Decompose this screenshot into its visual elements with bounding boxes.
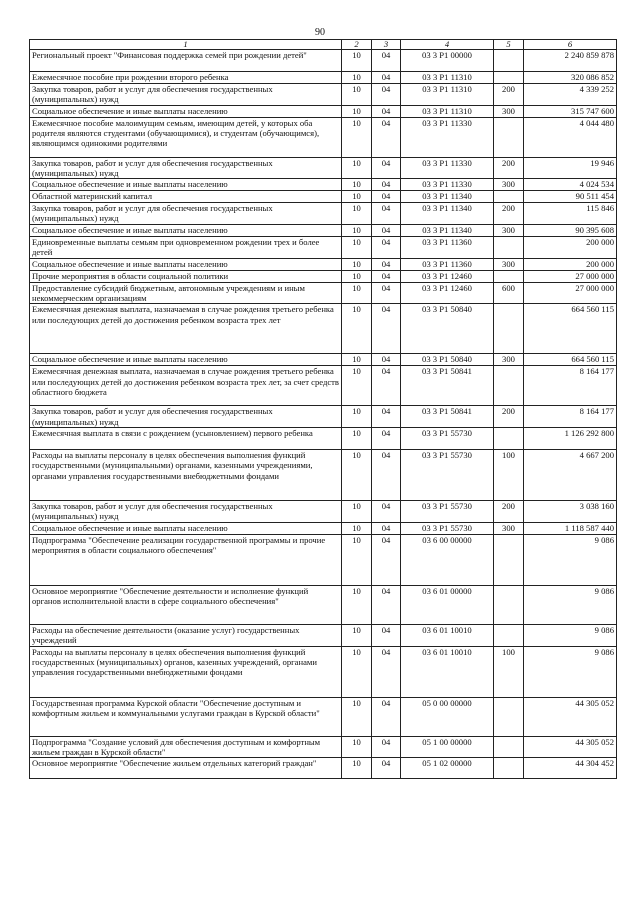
cell-amount: 90 511 454 — [524, 191, 617, 203]
cell-subsection: 04 — [372, 157, 401, 179]
cell-target-article: 03 3 P1 50841 — [401, 406, 494, 428]
cell-subsection: 04 — [372, 191, 401, 203]
table-row — [30, 236, 617, 258]
cell-target-article: 03 3 P1 55730 — [401, 500, 494, 522]
cell-name: Социальное обеспечение и иные выплаты населению — [30, 105, 342, 117]
cell-expense-type: 300 — [494, 354, 524, 366]
cell-target-article: 03 6 01 00000 — [401, 585, 494, 624]
table-row — [30, 50, 617, 72]
cell-section: 10 — [342, 50, 372, 72]
cell-name: Расходы на выплаты персоналу в целях обеспечения выполнения функций государственных (муниципальных) органов, казенных учреждений, органами управления государственными внебюджетными фондами — [30, 646, 342, 697]
cell-expense-type — [494, 72, 524, 84]
cell-amount: 9 086 — [524, 534, 617, 585]
cell-target-article: 03 3 P1 11340 — [401, 191, 494, 203]
cell-section: 10 — [342, 179, 372, 191]
cell-expense-type — [494, 191, 524, 203]
cell-section: 10 — [342, 84, 372, 106]
cell-amount: 4 339 252 — [524, 84, 617, 106]
cell-subsection: 04 — [372, 270, 401, 282]
cell-amount: 1 126 292 800 — [524, 427, 617, 449]
cell-amount: 1 118 587 440 — [524, 522, 617, 534]
cell-target-article: 03 3 P1 11310 — [401, 84, 494, 106]
cell-amount: 200 000 — [524, 258, 617, 270]
cell-target-article: 03 3 P1 12460 — [401, 282, 494, 304]
cell-section: 10 — [342, 224, 372, 236]
cell-expense-type: 100 — [494, 449, 524, 500]
cell-name: Прочие мероприятия в области социальной политики — [30, 270, 342, 282]
cell-subsection: 04 — [372, 50, 401, 72]
cell-target-article: 03 3 P1 55730 — [401, 522, 494, 534]
cell-name: Подпрограмма "Создание условий для обеспечения доступным и комфортным жильем граждан в Курской области" — [30, 736, 342, 758]
cell-amount: 664 560 115 — [524, 304, 617, 354]
cell-subsection: 04 — [372, 736, 401, 758]
cell-subsection: 04 — [372, 117, 401, 157]
table-row — [30, 758, 617, 779]
cell-subsection: 04 — [372, 366, 401, 406]
cell-subsection: 04 — [372, 406, 401, 428]
table-row — [30, 84, 617, 106]
cell-target-article: 05 0 00 00000 — [401, 697, 494, 736]
header-col-5: 5 — [494, 40, 524, 50]
table-row — [30, 500, 617, 522]
table-row — [30, 354, 617, 366]
cell-target-article: 03 3 P1 11340 — [401, 224, 494, 236]
cell-target-article: 05 1 00 00000 — [401, 736, 494, 758]
table-row — [30, 224, 617, 236]
cell-expense-type: 200 — [494, 406, 524, 428]
cell-expense-type: 200 — [494, 84, 524, 106]
table-row — [30, 304, 617, 354]
cell-name: Расходы на обеспечение деятельности (оказание услуг) государственных учреждений — [30, 624, 342, 646]
cell-expense-type — [494, 270, 524, 282]
cell-section: 10 — [342, 500, 372, 522]
cell-name: Закупка товаров, работ и услуг для обеспечения государственных (муниципальных) нужд — [30, 203, 342, 225]
table-row — [30, 282, 617, 304]
cell-amount: 320 086 852 — [524, 72, 617, 84]
cell-subsection: 04 — [372, 449, 401, 500]
cell-name: Государственная программа Курской области "Обеспечение доступным и комфортным жильем и коммунальными услугами граждан в Курской области" — [30, 697, 342, 736]
table-row — [30, 258, 617, 270]
cell-name: Закупка товаров, работ и услуг для обеспечения государственных (муниципальных) нужд — [30, 157, 342, 179]
cell-target-article: 03 3 P1 55730 — [401, 449, 494, 500]
cell-name: Подпрограмма "Обеспечение реализации государственной программы и прочие мероприятия в области социального обеспечения" — [30, 534, 342, 585]
cell-subsection: 04 — [372, 585, 401, 624]
cell-subsection: 04 — [372, 624, 401, 646]
table-row — [30, 449, 617, 500]
cell-name: Закупка товаров, работ и услуг для обеспечения государственных (муниципальных) нужд — [30, 500, 342, 522]
cell-amount: 115 846 — [524, 203, 617, 225]
header-col-2: 2 — [342, 40, 372, 50]
cell-expense-type: 300 — [494, 224, 524, 236]
cell-expense-type: 200 — [494, 203, 524, 225]
cell-subsection: 04 — [372, 258, 401, 270]
table-body — [30, 50, 617, 779]
cell-subsection: 04 — [372, 304, 401, 354]
cell-amount: 200 000 — [524, 236, 617, 258]
cell-expense-type: 200 — [494, 157, 524, 179]
table-row — [30, 179, 617, 191]
cell-section: 10 — [342, 282, 372, 304]
cell-name: Региональный проект "Финансовая поддержка семей при рождении детей" — [30, 50, 342, 72]
cell-amount: 4 667 200 — [524, 449, 617, 500]
cell-amount: 19 946 — [524, 157, 617, 179]
cell-subsection: 04 — [372, 203, 401, 225]
cell-expense-type — [494, 758, 524, 779]
cell-name: Ежемесячная денежная выплата, назначаемая в случае рождения третьего ребенка или последующих детей до достижения ребенком возраста трех лет — [30, 304, 342, 354]
cell-target-article: 03 3 P1 11310 — [401, 105, 494, 117]
table-row — [30, 72, 617, 84]
header-col-4: 4 — [401, 40, 494, 50]
cell-name: Социальное обеспечение и иные выплаты населению — [30, 354, 342, 366]
table-row — [30, 105, 617, 117]
cell-amount: 44 304 452 — [524, 758, 617, 779]
cell-subsection: 04 — [372, 522, 401, 534]
cell-name: Закупка товаров, работ и услуг для обеспечения государственных (муниципальных) нужд — [30, 84, 342, 106]
cell-section: 10 — [342, 354, 372, 366]
cell-target-article: 03 6 00 00000 — [401, 534, 494, 585]
cell-subsection: 04 — [372, 534, 401, 585]
cell-expense-type — [494, 304, 524, 354]
table-row — [30, 522, 617, 534]
cell-name: Социальное обеспечение и иные выплаты населению — [30, 258, 342, 270]
cell-target-article: 03 3 P1 11360 — [401, 258, 494, 270]
cell-amount: 8 164 177 — [524, 406, 617, 428]
cell-section: 10 — [342, 304, 372, 354]
cell-subsection: 04 — [372, 224, 401, 236]
cell-amount: 8 164 177 — [524, 366, 617, 406]
cell-name: Расходы на выплаты персоналу в целях обеспечения выполнения функций государственными (муниципальными) органами, казенными учреждениями, органами управления государственными внебюджетными фондами — [30, 449, 342, 500]
cell-section: 10 — [342, 366, 372, 406]
cell-amount: 4 024 534 — [524, 179, 617, 191]
cell-section: 10 — [342, 203, 372, 225]
cell-expense-type: 200 — [494, 500, 524, 522]
cell-subsection: 04 — [372, 697, 401, 736]
cell-name: Социальное обеспечение и иные выплаты населению — [30, 224, 342, 236]
cell-expense-type: 300 — [494, 522, 524, 534]
cell-target-article: 03 3 P1 11340 — [401, 203, 494, 225]
table-row — [30, 191, 617, 203]
cell-name: Предоставление субсидий бюджетным, автономным учреждениям и иным некоммерческим организациям — [30, 282, 342, 304]
cell-section: 10 — [342, 72, 372, 84]
table-row — [30, 406, 617, 428]
cell-target-article: 03 3 P1 11330 — [401, 157, 494, 179]
cell-target-article: 03 3 P1 11360 — [401, 236, 494, 258]
cell-target-article: 03 3 P1 50841 — [401, 366, 494, 406]
table-row — [30, 427, 617, 449]
cell-section: 10 — [342, 236, 372, 258]
cell-target-article: 03 3 P1 50840 — [401, 354, 494, 366]
cell-name: Ежемесячное пособие при рождении второго ребенка — [30, 72, 342, 84]
cell-section: 10 — [342, 406, 372, 428]
cell-expense-type: 300 — [494, 105, 524, 117]
cell-name: Социальное обеспечение и иные выплаты населению — [30, 179, 342, 191]
table-row — [30, 697, 617, 736]
cell-target-article: 03 6 01 10010 — [401, 646, 494, 697]
cell-section: 10 — [342, 646, 372, 697]
cell-expense-type — [494, 236, 524, 258]
cell-target-article: 03 3 P1 11330 — [401, 179, 494, 191]
cell-amount: 3 038 160 — [524, 500, 617, 522]
cell-section: 10 — [342, 191, 372, 203]
cell-target-article: 03 3 P1 11330 — [401, 117, 494, 157]
cell-amount: 44 305 052 — [524, 736, 617, 758]
cell-target-article: 03 3 P1 12460 — [401, 270, 494, 282]
table-row — [30, 534, 617, 585]
cell-name: Основное мероприятие "Обеспечение деятельности и исполнение функций органов исполнительной власти в сфере социального обеспечения" — [30, 585, 342, 624]
header-col-1: 1 — [30, 40, 342, 50]
cell-section: 10 — [342, 258, 372, 270]
header-col-3: 3 — [372, 40, 401, 50]
cell-subsection: 04 — [372, 646, 401, 697]
cell-expense-type — [494, 624, 524, 646]
cell-name: Ежемесячное пособие малоимущим семьям, имеющим детей, у которых оба родителя являются студентами (обучающимися), и студентам (обучающимся), являющимся одинокими родителями — [30, 117, 342, 157]
cell-target-article: 03 3 P1 11310 — [401, 72, 494, 84]
cell-target-article: 03 3 P1 50840 — [401, 304, 494, 354]
cell-name: Областной материнский капитал — [30, 191, 342, 203]
cell-subsection: 04 — [372, 105, 401, 117]
header-col-6: 6 — [524, 40, 617, 50]
cell-expense-type — [494, 534, 524, 585]
table-row — [30, 585, 617, 624]
header-row — [30, 40, 617, 50]
table-row — [30, 117, 617, 157]
cell-amount: 90 395 608 — [524, 224, 617, 236]
table-row — [30, 736, 617, 758]
cell-subsection: 04 — [372, 179, 401, 191]
cell-expense-type: 300 — [494, 179, 524, 191]
cell-expense-type — [494, 736, 524, 758]
cell-amount: 44 305 052 — [524, 697, 617, 736]
cell-amount: 2 240 859 878 — [524, 50, 617, 72]
cell-amount: 9 086 — [524, 624, 617, 646]
table-row — [30, 646, 617, 697]
cell-amount: 4 044 480 — [524, 117, 617, 157]
cell-amount: 27 000 000 — [524, 270, 617, 282]
cell-target-article: 03 3 P1 55730 — [401, 427, 494, 449]
cell-expense-type — [494, 585, 524, 624]
cell-section: 10 — [342, 270, 372, 282]
cell-subsection: 04 — [372, 84, 401, 106]
cell-name: Ежемесячная выплата в связи с рождением (усыновлением) первого ребенка — [30, 427, 342, 449]
cell-expense-type: 300 — [494, 258, 524, 270]
cell-name: Основное мероприятие "Обеспечение жильем отдельных категорий граждан" — [30, 758, 342, 779]
cell-amount: 315 747 600 — [524, 105, 617, 117]
cell-expense-type: 600 — [494, 282, 524, 304]
cell-subsection: 04 — [372, 236, 401, 258]
cell-section: 10 — [342, 105, 372, 117]
cell-amount: 9 086 — [524, 585, 617, 624]
cell-subsection: 04 — [372, 354, 401, 366]
cell-amount: 27 000 000 — [524, 282, 617, 304]
table-row — [30, 157, 617, 179]
cell-amount: 664 560 115 — [524, 354, 617, 366]
cell-section: 10 — [342, 624, 372, 646]
cell-subsection: 04 — [372, 500, 401, 522]
cell-expense-type — [494, 697, 524, 736]
table-row — [30, 270, 617, 282]
cell-target-article: 03 3 P1 00000 — [401, 50, 494, 72]
cell-expense-type — [494, 366, 524, 406]
cell-subsection: 04 — [372, 282, 401, 304]
cell-target-article: 03 6 01 10010 — [401, 624, 494, 646]
cell-subsection: 04 — [372, 72, 401, 84]
cell-subsection: 04 — [372, 427, 401, 449]
table-row — [30, 366, 617, 406]
cell-expense-type: 100 — [494, 646, 524, 697]
cell-section: 10 — [342, 157, 372, 179]
cell-target-article: 05 1 02 00000 — [401, 758, 494, 779]
cell-section: 10 — [342, 522, 372, 534]
cell-expense-type — [494, 117, 524, 157]
cell-name: Социальное обеспечение и иные выплаты населению — [30, 522, 342, 534]
table-row — [30, 203, 617, 225]
cell-subsection: 04 — [372, 758, 401, 779]
cell-expense-type — [494, 427, 524, 449]
cell-section: 10 — [342, 449, 372, 500]
table-row — [30, 624, 617, 646]
cell-section: 10 — [342, 758, 372, 779]
cell-section: 10 — [342, 117, 372, 157]
cell-section: 10 — [342, 697, 372, 736]
cell-section: 10 — [342, 534, 372, 585]
cell-name: Ежемесячная денежная выплата, назначаемая в случае рождения третьего ребенка или последующих детей до достижения ребенком возраста трех лет, за счет средств областного бюджета — [30, 366, 342, 406]
cell-name: Закупка товаров, работ и услуг для обеспечения государственных (муниципальных) нужд — [30, 406, 342, 428]
cell-section: 10 — [342, 736, 372, 758]
budget-table — [29, 39, 617, 779]
cell-amount: 9 086 — [524, 646, 617, 697]
cell-expense-type — [494, 50, 524, 72]
cell-section: 10 — [342, 585, 372, 624]
cell-section: 10 — [342, 427, 372, 449]
page-number: 90 — [315, 27, 325, 38]
cell-name: Единовременные выплаты семьям при одновременном рождении трех и более детей — [30, 236, 342, 258]
